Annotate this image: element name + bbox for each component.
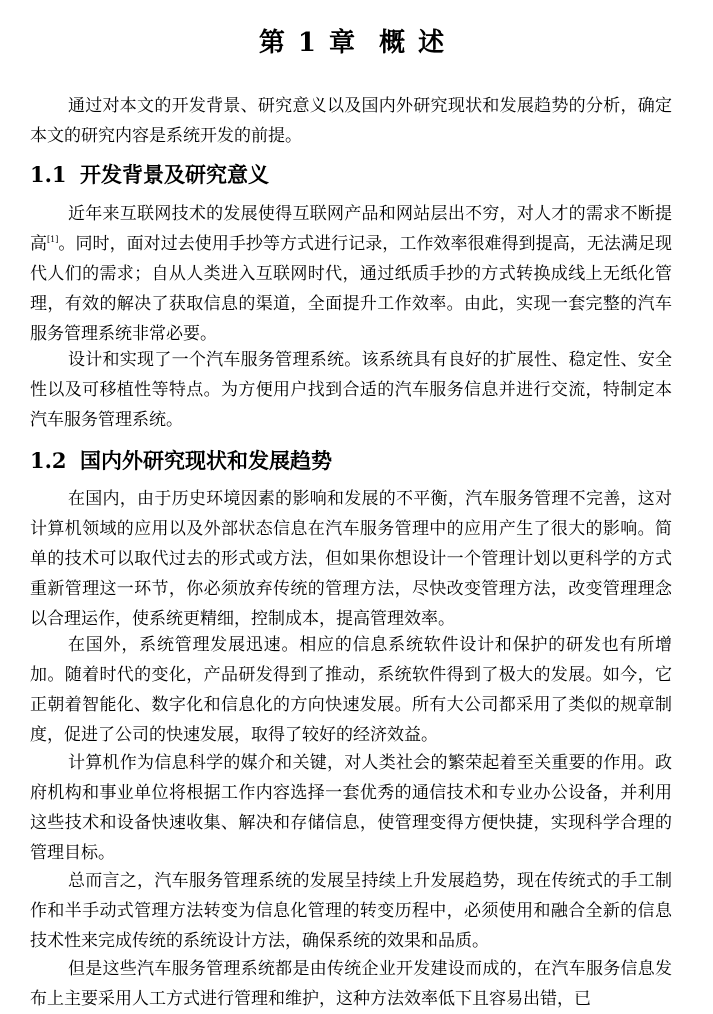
section-title: 国内外研究现状和发展趋势	[80, 448, 332, 473]
section-number: 1.2	[30, 448, 67, 473]
paragraph-1-2-4: 总而言之，汽车服务管理系统的发展呈持续上升发展趋势，现在传统式的手工制作和半手动式管理方法转变为信息化管理的转变历程中，必须使用和融合全新的信息技术性来完成传统的系统设计方法，确保系统的效果和品质。	[30, 871, 672, 951]
paragraph-text: 。同时，面对过去使用手抄等方式进行记录，工作效率很难得到提高，无法满足现代人们的需求；自从人类进入互联网时代，通过纸质手抄的方式转换成线上无纸化管理，有效的解决了获取信息的渠道，全面提升工作效率。由此，实现一套完整的汽车服务管理系统非常必要。	[30, 234, 673, 344]
section-number: 1.1	[30, 162, 67, 187]
paragraph-1-2-3: 计算机作为信息科学的媒介和关键，对人类社会的繁荣起着至关重要的作用。政府机构和事业单位将根据工作内容选择一套优秀的通信技术和专业办公设备，并利用这些技术和设备快速收集、解决和存储信息，使管理变得方便快捷，实现科学合理的管理目标。	[30, 753, 672, 863]
section-heading-1-1	[30, 161, 269, 189]
paragraph-text: 近年来互联网技术的发展使得互联网产品和网站层出不穷，对人才的需求不断提高	[30, 204, 672, 254]
chapter-name: 概 述	[379, 28, 447, 58]
intro-paragraph: 通过对本文的开发背景、研究意义以及国内外研究现状和发展趋势的分析，确定本文的研究内容是系统开发的前提。	[30, 96, 672, 146]
citation-ref: [1]	[47, 235, 59, 244]
paragraph-1-2-2: 在国外，系统管理发展迅速。相应的信息系统软件设计和保护的研发也有所增加。随着时代的变化，产品研发得到了推动，系统软件得到了极大的发展。如今，它正朝着智能化、数字化和信息化的方向快速发展。所有大公司都采用了类似的规章制度，促进了公司的快速发展，取得了较好的经济效益。	[30, 635, 672, 745]
section-title: 开发背景及研究意义	[80, 162, 269, 187]
chapter-title	[30, 26, 675, 60]
paragraph-1-2-5: 但是这些汽车服务管理系统都是由传统企业开发建设而成的，在汽车服务信息发布上主要采用人工方式进行管理和维护，这种方法效率低下且容易出错，已	[30, 959, 672, 1009]
section-heading-1-2	[30, 447, 332, 475]
paragraph-1-2-1: 在国内，由于历史环境因素的影响和发展的不平衡，汽车服务管理不完善，这对计算机领域的应用以及外部状态信息在汽车服务管理中的应用产生了很大的影响。简单的技术可以取代过去的形式或方法，但如果你想设计一个管理计划以更科学的方式重新管理这一环节，你必须放弃传统的管理方法，尽快改变管理方法，改变管理理念以合理运作，使系统更精细，控制成本，提高管理效率。	[30, 489, 672, 629]
chapter-number: 第 1 章	[258, 28, 358, 58]
paragraph-1-1-1	[30, 199, 672, 349]
paragraph-1-1-2: 设计和实现了一个汽车服务管理系统。该系统具有良好的扩展性、稳定性、安全性以及可移植性等特点。为方便用户找到合适的汽车服务信息并进行交流，特制定本汽车服务管理系统。	[30, 350, 672, 430]
